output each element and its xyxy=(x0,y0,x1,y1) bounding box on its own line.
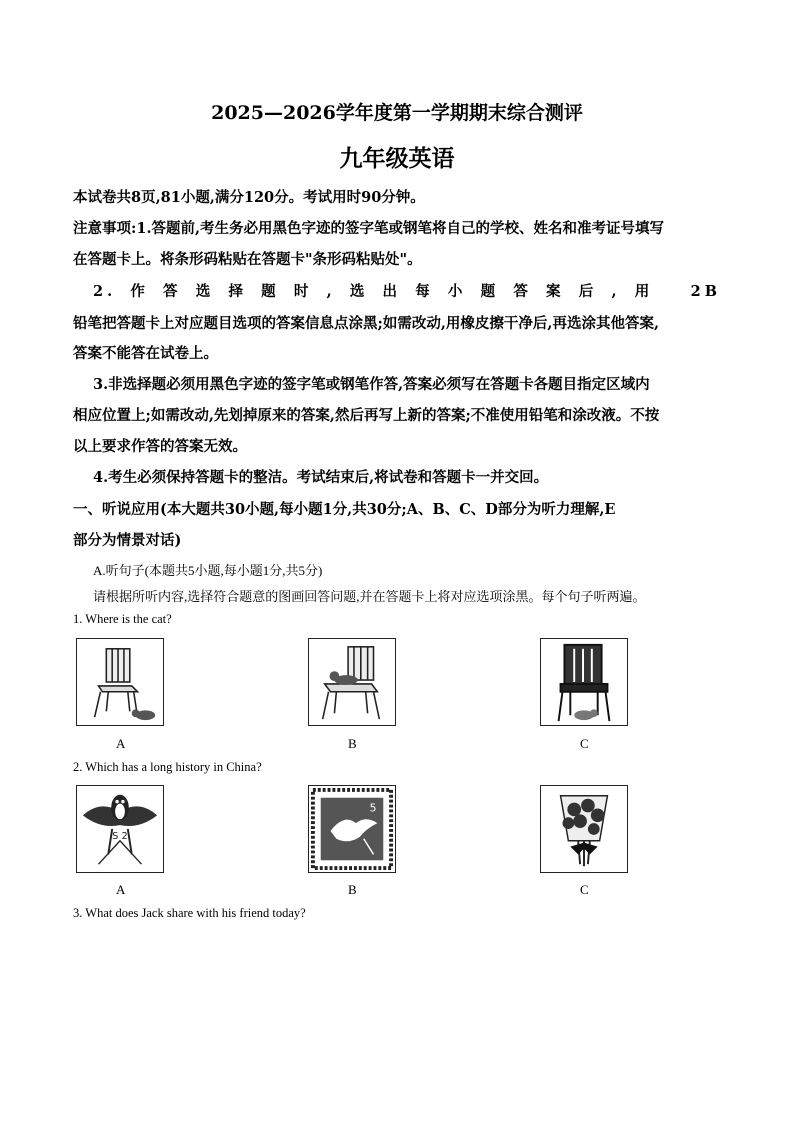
question-3-text: 3. What does Jack share with his friend today? xyxy=(73,906,306,920)
section-1-heading-line-2: 部分为情景对话) xyxy=(73,532,182,549)
notice-3-line-1: 3.非选择题必须用黑色字迹的签字笔或钢笔作答,答案必须写在答题卡各题目指定区域内 xyxy=(93,376,650,393)
notice-2-line-2: 铅笔把答题卡上对应题目选项的答案信息点涂黑;如需改动,用橡皮擦干净后,再选涂其他答案, xyxy=(73,315,659,332)
option-1c-picture xyxy=(540,638,628,726)
chair-cat-under-icon xyxy=(77,639,163,725)
question-1-text: 1. Where is the cat? xyxy=(73,612,172,626)
part-a-title: A.听句子(本题共5小题,每小题1分,共5分) xyxy=(93,563,323,578)
option-1b-label: B xyxy=(348,736,357,751)
flowers-icon xyxy=(541,786,627,872)
option-1b-picture xyxy=(308,638,396,726)
notice-2-line-1: 2.作答选择题时,选出每小题答案后,用 2B xyxy=(93,283,721,300)
exam-title: 2025—2026学年度第一学期期末综合测评 xyxy=(211,102,583,124)
question-2-text: 2. Which has a long history in China? xyxy=(73,760,262,774)
option-2b-picture xyxy=(308,785,396,873)
option-1a-label: A xyxy=(116,736,126,751)
notice-4: 4.考生必须保持答题卡的整洁。考试结束后,将试卷和答题卡一并交回。 xyxy=(93,469,549,486)
notice-3-line-2: 相应位置上;如需改动,先划掉原来的答案,然后再写上新的答案;不准使用铅笔和涂改液。不按 xyxy=(73,407,660,424)
notice-2-line-3: 答案不能答在试卷上。 xyxy=(73,345,218,362)
option-2c-label: C xyxy=(580,882,589,897)
kite-icon xyxy=(77,786,163,872)
section-1-heading-line-1: 一、听说应用(本大题共30小题,每小题1分,共30分;A、B、C、D部分为听力理解,E xyxy=(73,501,616,518)
option-2a-picture xyxy=(76,785,164,873)
exam-summary: 本试卷共8页,81小题,满分120分。考试用时90分钟。 xyxy=(73,189,425,206)
chair-cat-on-icon xyxy=(309,639,395,725)
chair-cat-behind-icon xyxy=(541,639,627,725)
svg-text:S 2: S 2 xyxy=(112,830,128,842)
notice-1-line-1: 注意事项:1.答题前,考生务必用黑色字迹的签字笔或钢笔将自己的学校、姓名和准考证号填写 xyxy=(73,220,665,237)
option-2a-label: A xyxy=(116,882,126,897)
notice-3-line-3: 以上要求作答的答案无效。 xyxy=(73,438,247,455)
exam-subject: 九年级英语 xyxy=(339,145,455,172)
notice-1-line-2: 在答题卡上。将条形码粘贴在答题卡"条形码粘贴处"。 xyxy=(73,251,422,268)
stamp-icon xyxy=(309,786,395,872)
option-2b-label: B xyxy=(348,882,357,897)
option-1a-picture xyxy=(76,638,164,726)
stamp-value: 5 xyxy=(369,801,377,815)
part-a-instruction: 请根据所听内容,选择符合题意的图画回答问题,并在答题卡上将对应选项涂黑。每个句子听两遍。 xyxy=(93,589,646,604)
option-1c-label: C xyxy=(580,736,589,751)
option-2c-picture xyxy=(540,785,628,873)
